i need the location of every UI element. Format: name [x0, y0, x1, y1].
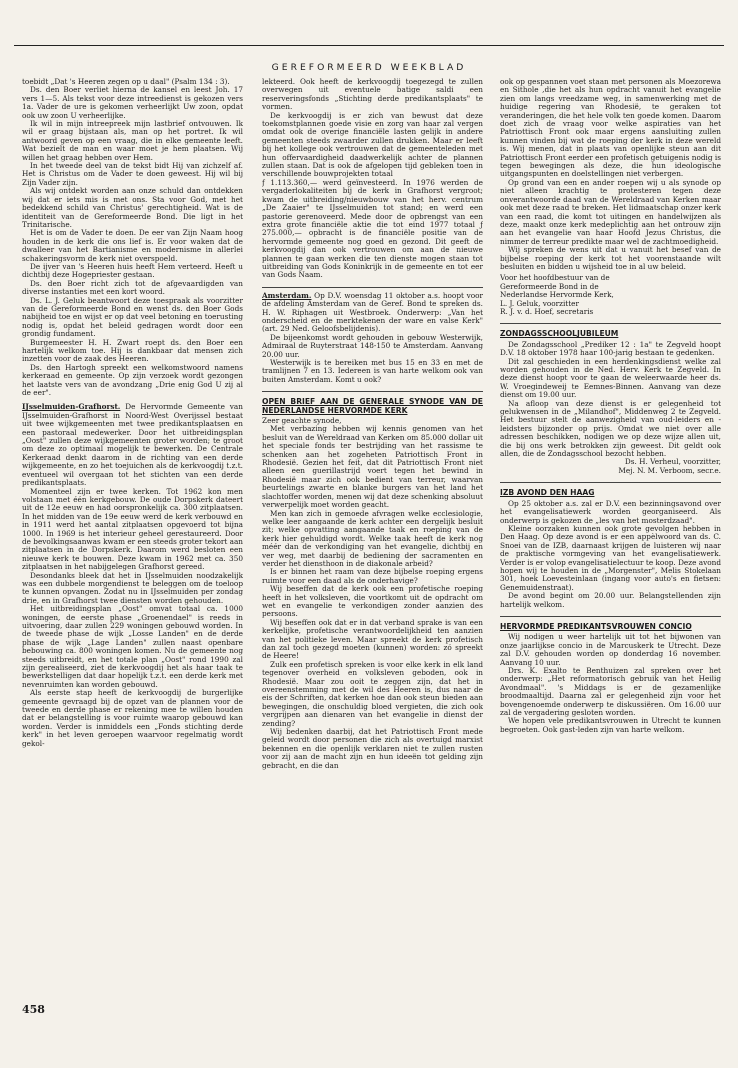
- paragraph: Wij nodigen u weer hartelijk uit tot het bijwonen van onze jaarlijkse concio in de Marcuskerk te Utrecht. Deze zal D.V. gehouden worden op donderdag 16 november. Aanvang 10 uur.: [500, 632, 721, 667]
- signature-line: L. J. Geluk, voorzitter: [500, 298, 579, 308]
- paragraph: De bijeenkomst wordt gehouden in gebouw Westerwijk, Admiraal de Ruyterstraat 148-150 te Amsterdam. Aanvang 20.00 uur.: [262, 332, 483, 359]
- paragraph: ook op gespannen voet staan met personen als Moezorewa en Sithole ,die het als hun opdracht vanuit het evangelie zien om langs vreedzame weg, in samenwerking met de huidige regering van Rhodesië, te geraken tot veranderingen, die het hele volk ten goede komen. Daarom doet zich de vraag voor welke aspiraties van het Patriottisch Front ook maar ergens aansluiting zullen kunnen vinden bij wat de roeping der kerk in deze wereld is. Wij menen, dat in plaats van openlijke steun aan dit Patriottisch Front eerder een profetisch getuigenis nodig is tegen bewegingen als deze, die hun ideologische uitgangspunten en doelstellingen niet verbergen.: [500, 78, 721, 179]
- divider: [262, 391, 483, 392]
- salutation: Zeer geachte synode,: [262, 416, 342, 426]
- paragraph: Ik wil in mijn intreepreek mijn lastbrief ontvouwen. Ik wil er graag bijstaan als, man op het portret. Ik wil antwoord geven op een vraag, die in elke gemeente leeft. Wat bezielt de man en waar moet je hem plaatsen. Wij willen het graag hebben over Hem.: [22, 119, 243, 162]
- paragraph: We hopen vele predikantsvrouwen in Utrecht te kunnen begroeten. Ook gast-leden zijn van harte welkom.: [500, 716, 721, 734]
- signature-line: Mej. N. M. Verboom, secr.e.: [618, 465, 721, 475]
- divider: [500, 482, 721, 483]
- divider: [500, 616, 721, 617]
- divider: [262, 287, 483, 288]
- paragraph: Wij spreken de wens uit dat u vanuit het besef van de bijbelse roeping der kerk tot het voorenstaande wilt besluiten en bidden u wijsheid toe in al uw beleid.: [500, 245, 721, 271]
- paragraph: Desondanks bleek dat het in IJsselmuiden noodzakelijk was een dubbele morgendienst te beleggen om de toeloop te kunnen opvangen. Zodat nu in IJsselmuiden per zondag drie, en in Grafhorst twee diensten worden gehouden.: [22, 570, 243, 605]
- paragraph: Kleine oorzaken kunnen ook grote gevolgen hebben in Den Haag. Op deze avond is er een appèlwoord van ds. C. Snoei van de IZB, daarnaast krijgen de luisteren wij naar de praktische vormgeving van het evangelisatiewerk. Verder is er volop evangelisatielectuur te koop. Deze avond hopen wij te houden in de „Morgenster", Melis Stokelaan 301, hoek Loevesteinlaan (ingang voor auto's en fietsen: Genemuidenstraat).: [500, 523, 721, 592]
- paragraph: De ijver van 's Heeren huis heeft Hem verteerd. Heeft u dichtbij deze Hogepriester gestaan.: [22, 261, 243, 280]
- paragraph: Ds. den Hartogh spreekt een welkomstwoord namens kerkeraad en gemeente. Op zijn verzoek wordt gezongen het laatste vers van de avondzang „Drie enig God U zij al de eer".: [22, 362, 243, 398]
- paragraph: Drs. K. Exalto te Benthuizen zal spreken over het onderwerp: „Het reformatorisch gebruik van het Heilig Avondmaal". 's Middags is er de gezamenlijke broodmaaltijd. Daarna zal er gelegenheid zijn voor het bovengenoemde onderwerp te diskussiëren. Om 16.00 uur zal de vergadering gesloten worden.: [500, 666, 721, 718]
- section-heading-ijsselmuiden: IJsselmuiden-Grafhorst.: [22, 402, 121, 412]
- paragraph: Het is om de Vader te doen. De eer van Zijn Naam hoog houden in de kerk die ons lief is. Er voor waken dat de dwalleer van het Bartianisme en modernisme in allerlei schakeringsvorm de kerk niet overspoeld.: [22, 228, 243, 263]
- paragraph: Momenteel zijn er twee kerken. Tot 1962 kon men volstaan met één kerkgebouw. De oude Dorpskerk dateert uit de 12e eeuw en had oorspronkelijk ca. 300 zitplaatsen. In het midden van de 19e eeuw werd de kerk verbouwd en in 1911 werd het aantal zitplaatsen opgevoerd tot bijna 1000. In 1969 is het interieur geheel gerestaureerd. Door de bevolkingsaanwas kwam er een steeds groter tekort aan zitplaatsen in de Dorpskerk. Daarom werd besloten een nieuwe kerk te bouwen. Deze kwam in 1962 met ca. 350 zitplaatsen in het nabijgelegen Grafhorst gereed.: [22, 486, 243, 572]
- paragraph: Wij bedenken daarbij, dat het Patriottisch Front mede geleid wordt door personen die zich als overtuigd marxist bekennen en die openlijk verklaren niet te zullen rusten voor zij aan de macht zijn en hun ideeën tot gelding zijn gebracht, en die dan: [262, 727, 483, 770]
- paragraph: De Hervormde Gemeente van IJsselmuiden-Grafhorst in Noord-West Overijssel bestaat uit twee wijkgemeenten met twee predikantsplaatsen en een pastoraal medewerker. Door het uitbreidingsplan „Oost" zullen deze wijkgemeenten groter worden; te groot om deze zo optimaal mogelijk te bewerken. De Centrale Kerkeraad denkt daarom in de richting van een derde wijkgemeente, en zo het toejuichen als de kerkvoogdij t.z.t. eventueel wil overgaan tot het stichten van een derde predikantsplaats.: [22, 402, 243, 488]
- section-heading-open-brief: OPEN BRIEF AAN DE GENERALE SYNODE VAN DE NEDERLANDSE HERVORMDE KERK: [262, 397, 483, 415]
- paragraph: Ds. den Boer richt zich tot de afgevaardigden van diverse instanties met een kort woord.: [22, 278, 243, 297]
- paragraph: Wij beseffen ook dat er in dat verband sprake is van een kerkelijke, profetische verantwoordelijkheid ten aanzien van het politieke leven. Maar spreekt de kerk profetisch dan zal toch gezegd moeten (kunnen) worden: zó spreekt de Heere!: [262, 617, 483, 661]
- paragraph: ƒ 1.113.360,— werd geïnvesteerd. In 1976 werden de vergaderlokaliteiten bij de kerk in Grafhorst vergroot; kwam de uitbreiding/nieuwbouw van het herv. centrum „De Zaaier" te IJsselmuiden tot stand; en werd een pastorie gerenoveerd. Mede door de opbrengst van een extra grote financiële aktie die tot eind 1977 totaal ƒ 275.000,— opbracht is de financiële positie van de hervormde gemeente nog goed en gezond. Dit geeft de kerkvoogdij dan ook vertrouwen om aan de nieuwe plannen te gaan werken die ten dienste mogen staan tot uitbreiding van Gods Koninkrijk in de gemeente en tot eer van Gods Naam.: [262, 177, 483, 280]
- paragraph: Westerwijk is te bereiken met bus 15 en 33 en met de tramlijnen 7 en 13. Iedereen is van harte welkom ook van buiten Amsterdam. Komt u ook?: [262, 358, 483, 384]
- section-heading-zondagsschool: ZONDAGSSCHOOLJUBILEUM: [500, 329, 619, 339]
- signature-line: Ds. H. Verheul, voorzitter,: [624, 457, 721, 467]
- column-left: [22, 78, 243, 1008]
- paragraph: Ds. L. J. Geluk beantwoort deze toespraak als voorzitter van de Gereformeerde Bond en wenst ds. den Boer Gods nabijheid toe en wijst er op dat veel betoning en toerusting nodig is, opdat het beleid gedragen wordt door een grondig fundament.: [22, 295, 243, 339]
- column-middle: [262, 78, 483, 1008]
- paragraph: Op D.V. woensdag 11 oktober a.s. hoopt voor de afdeling Amsterdam van de Geref. Bond te spreken ds. H. W. Riphagen uit Westbroek. Onderwerp: „Van het onderscheid en de merktekenen der ware en valse Kerk" (art. 29 Ned. Geloofsbelijdenis).: [262, 290, 483, 334]
- paragraph: De avond begint om 20.00 uur. Belangstellenden zijn hartelijk welkom.: [500, 591, 721, 609]
- paragraph: Na afloop van deze dienst is er gelegenheid tot gelukwensen in de „Milandhof", Middenweg 2 te Zegveld. Het bestuur stelt de aanwezigheid van oud-leiders en -leidsters bijzonder op prijs. Omdat we niet over alle adressen beschikken, nodigen we op deze wijze allen uit, die bij ons werk betrokken zijn geweest. Dit geldt ook allen, die de Zondagsschool bezocht hebben.: [500, 398, 721, 459]
- paragraph: De kerkvoogdij is er zich van bewust dat deze toekomstplannen goede visie en zorg van haar zal vergen omdat ook de overige financiële lasten gelijk in andere gemeenten steeds zwaarder zullen drukken. Maar er leeft bij het kollege ook vertrouwen dat de gemeenteleden met hun offervaardigheid daadwerkelijk achter de plannen zullen staan. Dat is ook de afgelopen tijd gebleken toen in verschillende bouwprojekten totaal: [262, 110, 483, 179]
- running-header: GEREFORMEERD WEEKBLAD: [271, 62, 467, 73]
- signature-line: Gereformeerde Bond in de: [500, 281, 599, 291]
- section-heading-amsterdam: Amsterdam.: [262, 290, 312, 300]
- paragraph: Op 25 oktober a.s. zal er D.V. een bezinningsavond over het evangelisatiewerk worden georganiseerd. Als onderwerp is gekozen de „les van het mosterdzaad".: [500, 498, 721, 525]
- section-heading-predikantsvrouwen: HERVORMDE PREDIKANTSVROUWEN CONCIO: [500, 621, 692, 631]
- paragraph: Op grond van een en ander roepen wij u als synode op niet alleen krachtig te protesteren tegen deze onverantwoorde daad van de Wereldraad van Kerken maar ook met deze raad te breken. Het lidmaatschap onzer kerk van een raad, die komt tot uitingen en handelwijzen als deze, maakt onze kerk medeplichtig aan het ontrouw zijn aan het evangelie van haar Hoofd Jezus Christus, die nimmer de terreur predikte maar wel de zachtmoedigheid.: [500, 177, 721, 246]
- paragraph: Is er binnen het raam van deze bijbelse roeping ergens ruimte voor een daad als de onderhavige?: [262, 567, 483, 585]
- section-heading-izb: IZB AVOND DEN HAAG: [500, 488, 595, 498]
- column-right: [500, 78, 721, 1008]
- paragraph: Als wij ontdekt worden aan onze schuld dan ontdekken wij dat er iets mis is met ons. Sta voor God, met het bedekkend schild van Christus' gerechtigheid. Wat is de identiteit van de Gereformeerde Bond. Die ligt in het Trinitarische.: [22, 186, 243, 229]
- paragraph: Zulk een profetisch spreken is voor elke kerk in elk land tegenover overheid en volksleven geboden, ook in Rhodesië. Maar zou ooit te zeggen zijn, dat het in overeenstemming met de wil des Heeren is, dus naar de eis der Schriften, dat kerken hoe dan ook steun bieden aan bewegingen, die onschuldig bloed vergieten, die zich ook vergrijpen aan dienaren van het evangelie in dienst der zending?: [262, 659, 483, 728]
- top-rule: [14, 45, 724, 46]
- page-number: 458: [22, 1003, 45, 1016]
- divider: [500, 323, 721, 324]
- paragraph: Wij beseffen dat de kerk ook een profetische roeping heeft in het volksleven, die voortkomt uit de opdracht om wet en evangelie te verkondigen zonder aanzien des persoons.: [262, 584, 483, 619]
- paragraph: Dit zal geschieden in een herdenkingsdienst welke zal worden gehouden in de Ned. Herv. Kerk te Zegveld. In deze dienst hoopt voor te gaan de weleerwaarde heer ds. W. Vroegindeweij te Eemnes-Binnen. Aanvang van deze dienst om 19.00 uur.: [500, 356, 721, 400]
- paragraph: In het tweede deel van de tekst bidt Hij van zichzelf af. Het is Christus om de Vader te doen geweest. Hij wil bij Zijn Vader zijn.: [22, 161, 243, 187]
- paragraph: Als eerste stap heeft de kerkvoogdij de burgerlijke gemeente gevraagd bij de opzet van de plannen voor de tweede en derde phase er rekening mee te willen houden dat er belangstelling is voor ruimte waarop gebouwd kan worden. Verder is inmiddels een „Fonds stichting derde kerk" in het leven geroepen waarvoor regelmatig wordt gekol-: [22, 688, 243, 748]
- paragraph: De Zondagsschool „Prediker 12 : 1a" te Zegveld hoopt D.V. 18 oktober 1978 haar 100-jarig bestaan te gedenken.: [500, 339, 721, 358]
- signature-block: [500, 274, 721, 316]
- signature-line: R. J. v. d. Hoef, secretaris: [500, 306, 594, 316]
- signature-line: Voor het hoofdbestuur van de: [500, 273, 610, 283]
- paragraph: Het uitbreidingsplan „Oost" omvat totaal ca. 1000 woningen, de eerste phase „Groenendael" is reeds in uitvoering, daar zullen 229 woningen gebouwd worden. In de tweede phase de wijk „Losse Landen" en de derde phase de wijk „Lage Landen" zullen naast openbare bebouwing ca. 800 woningen komen. Nu de gemeente nog steeds uitbreidt, en het totale plan „Oost" rond 1990 zal zijn gerealiseerd, ziet de kerkvoogdij het als haar taak te bewerkstelligen dat daar hopelijk t.z.t. een derde kerk met nevenruimten kan worden gebouwd.: [22, 604, 243, 689]
- paragraph: Met verbazing hebben wij kennis genomen van het besluit van de Wereldraad van Kerken om 85.000 dollar uit het speciale fonds ter bestrijding van het rassisme te schenken aan het zogeheten Patriottisch Front in Rhodesië. Gezien het feit, dat dit Patriottisch Front niet alleen een guerillastrijd voert tegen het bewind in Rhodesië maar zich ook bedient van terreur, waarvan beurtelings zwarte en blanke burgers van het land het slachtoffer worden, menen wij dat deze schenking absoluut verwerpelijk moet worden geacht.: [262, 424, 483, 510]
- paragraph: toebidt „Dat 's Heeren zegen op u daal" (Psalm 134 : 3).: [22, 78, 230, 86]
- signature-line: Nederlandse Hervormde Kerk,: [500, 290, 614, 300]
- paragraph: Ds. den Boer verliet hierna de kansel en leest Joh. 17 vers 1—5. Als tekst voor deze intreedienst is gekozen vers 1a. Vader de ure is gekomen verheerlijkt Uw zoon, opdat ook uw zoon U verheerlijke.: [22, 85, 243, 120]
- paragraph: lekteerd. Ook heeft de kerkvoogdij toegezegd te zullen overwegen uit eventuele batige saldi een reserveringsfonds „Stichting derde predikantsplaats" te vormen.: [262, 78, 483, 112]
- paragraph: Men kan zich in gemoede afvragen welke ecclesiologie, welke leer aangaande de kerk achter een dergelijk besluit zit; welke opvatting aangaande taak en roeping van de kerk hier gehuldigd wordt. Welke taak heeft de kerk nog méér dan de verkondiging van het evangelie, dichtbij en ver weg, met daarbij de bediening der sacramenten en verder het diensthoon in de diakonale arbeid?: [262, 508, 483, 568]
- paragraph: Burgemeester H. H. Zwart roept ds. den Boer een hartelijk welkom toe. Hij is dankbaar dat mensen zich inzetten voor de zaak des Heeren.: [22, 337, 243, 364]
